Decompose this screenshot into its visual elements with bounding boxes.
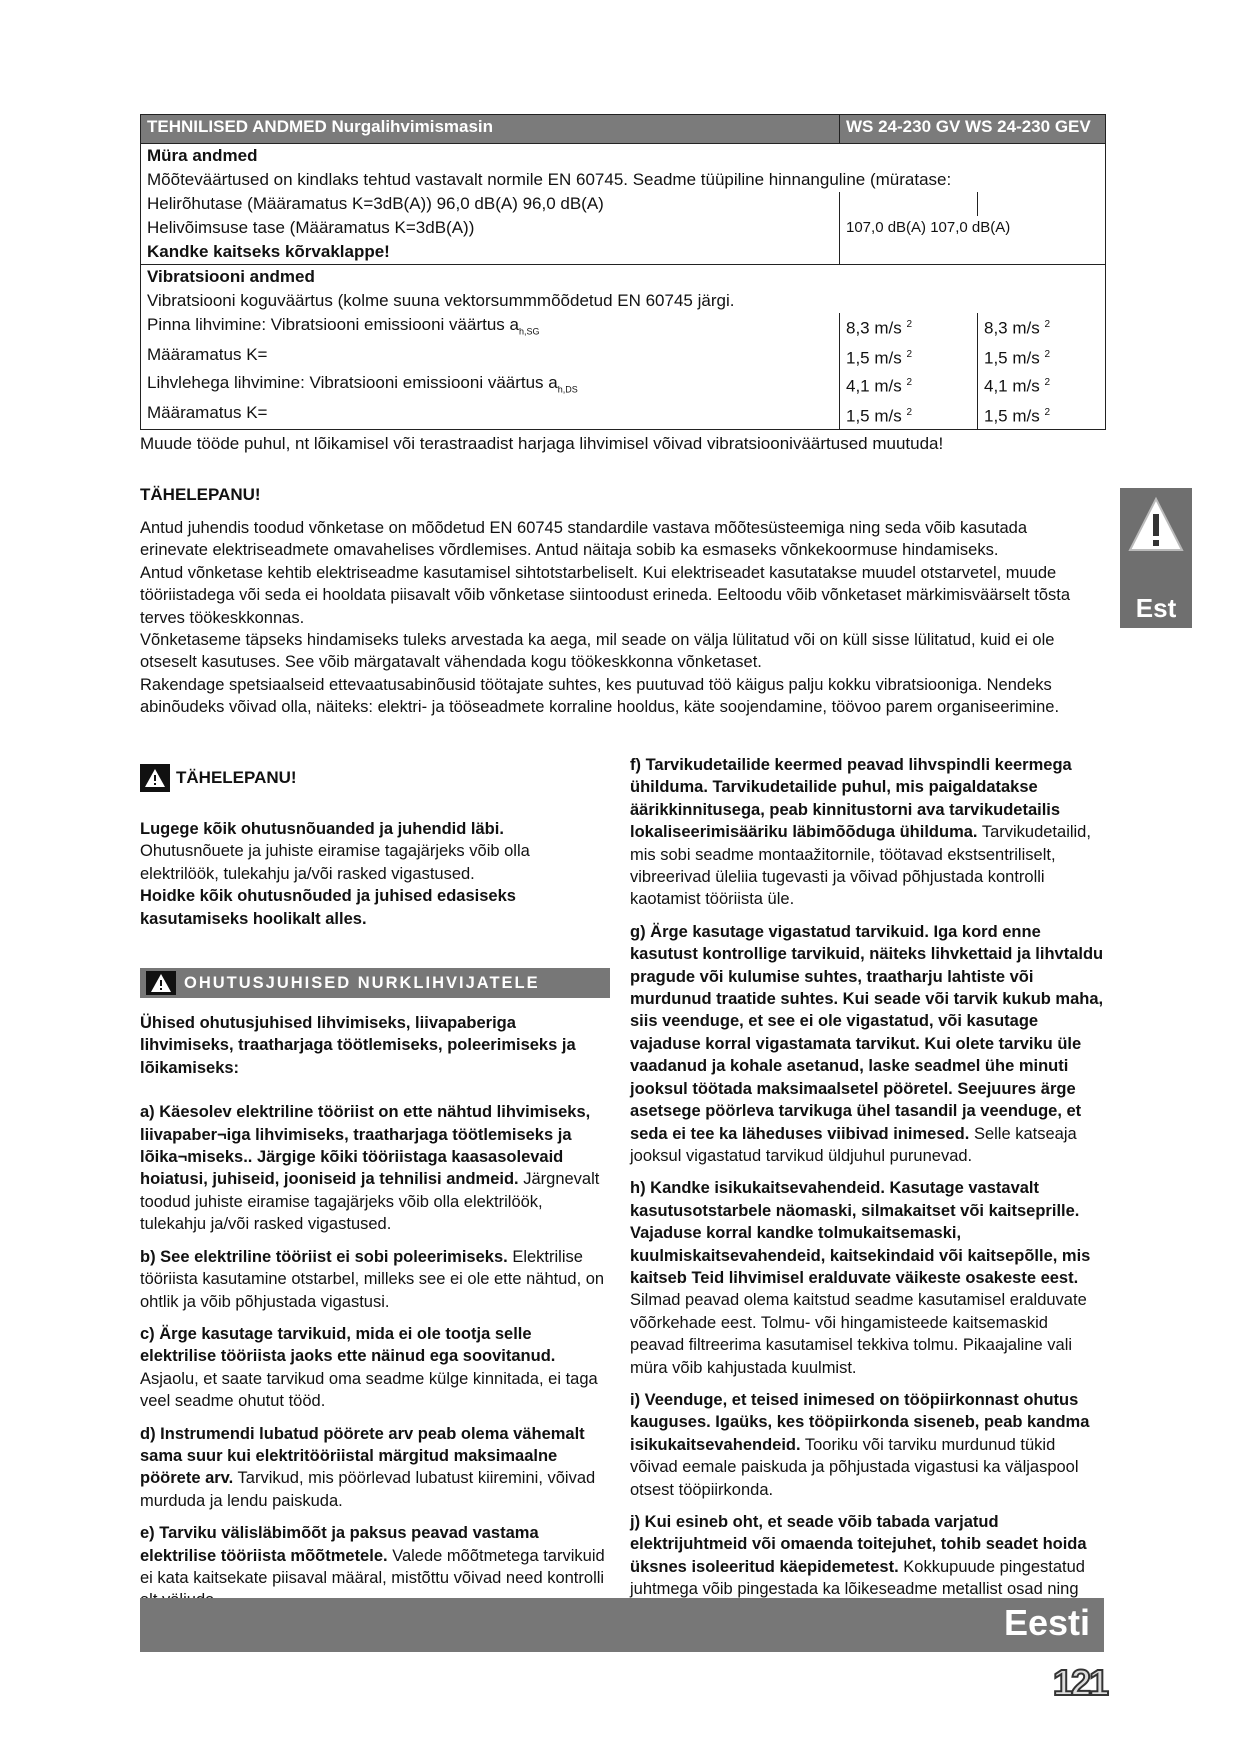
noise-title: Müra andmed	[147, 146, 258, 165]
vib-row-value2: 4,1 m/s $^2$	[978, 371, 1106, 401]
vibration-desc: Vibratsiooni koguväärtus (kolme suuna vektorsummmõõdetud EN 60745 järgi.	[147, 291, 735, 310]
safety-item: c) Ärge kasutage tarvikuid, mida ei ole tootja selle elektrilise tööriista jaoks ette näinud ega soovitanud. Asjaolu, et saate tarvikud oma seadme külge kinnitada, ei taga veel seadme ohutut tööd.	[140, 1324, 598, 1411]
vib-row-value1: 4,1 m/s $^2$	[840, 371, 978, 401]
vibration-note: Muude tööde puhul, nt lõikamisel või terastraadist harjaga lihvimisel võivad vibratsiooniväärtused muutuda!	[140, 434, 944, 453]
warning-heading: TÄHELEPANU!	[140, 764, 610, 792]
safety-item: b) See elektriline tööriist ei sobi poleerimiseks. Elektrilise tööriista kasutamine otstarbel, milleks see ei ole ette nähtud, on ohtlik ja võib põhjustada vigastusi.	[140, 1247, 605, 1311]
power-values: 107,0 dB(A) 107,0 dB(A)	[840, 216, 1106, 240]
vib-row-label: Pinna lihvimine: Vibratsiooni emissiooni väärtus $a_{h,SG}$	[147, 315, 540, 337]
vib-row-value1: 1,5 m/s $^2$	[840, 401, 978, 429]
vib-row-value1: 8,3 m/s $^2$	[840, 313, 978, 343]
safety-item: a) Käesolev elektriline tööriist on ette nähtud lihvimiseks, liivapaber¬iga lihvimiseks, traatharjaga töötlemiseks ja lõika¬miseks.. Järgige kõiki tööriistaga kaasasolevaid hoiatusi, juhiseid, jooniseid ja tehnilisi andmeid. Järgnevalt toodud juhiste eiramise tagajärjeks võib olla elektrilöök, tulekahju ja/või rasked vigastused.	[140, 1103, 600, 1234]
side-tab-label: Est	[1135, 593, 1177, 623]
page-number: 121	[1052, 1662, 1107, 1703]
model-header: WS 24-230 GV WS 24-230 GEV	[840, 115, 1106, 144]
footer-language-bar	[140, 1598, 1104, 1652]
pressure-row: Helirõhutase (Määramatus K=3dB(A)) 96,0 dB(A) 96,0 dB(A)	[147, 194, 604, 213]
footer-language: Eesti	[1003, 1602, 1090, 1643]
safety-item: j) Kui esineb oht, et seade võib tabada varjatud elektrijuhtmeid või omaenda toitejuhet, tohib seadet hoida üksnes isoleeritud käepidemetest. Kokkupuude pingestatud juhtmega võib pingestada ka lõikeseadme metallist osad ning	[630, 1513, 1087, 1599]
warning-icon	[140, 764, 170, 792]
safety-item: i) Veenduge, et teised inimesed on tööpiirkonnast ohutus kauguses. Igaüks, kes tööpiirkonda siseneb, peab kandma isikukaitsevahendeid. Tooriku või tarviku murdunud tükid võivad eemale paiskuda ja põhjustada vigastusi ka väljaspool otsest tööpiirkonda.	[630, 1390, 1090, 1499]
vib-row-label: Määramatus K=	[147, 403, 268, 423]
read-instructions: Lugege kõik ohutusnõuanded ja juhendid läbi.	[140, 820, 504, 838]
ear-protection: Kandke kaitseks kõrvaklappe!	[147, 242, 390, 261]
warning-icon	[146, 971, 176, 995]
safety-item: g) Ärge kasutage vigastatud tarvikuid. Iga kord enne kasutust kontrollige tarvikuid, näiteks lihvkettaid ja lihvtaldu pragude või kulumise suhtes, traatharju lahtiste või murdunud traatide suhtes. Kui seade või tarvik kukub maha, siis veenduge, et see ei ole vigastatud, või kasutage vajaduse korral vigastamata tarvikut. Kui olete tarviku üle vaadanud ja kohale asetanud, laske seadmel ühe minuti jooksul töötada maksimaalsetel pööretel. Seejuures ärge asetsege pöörleva tarvikuga ühel tasandil ja veenduge, et seda ei tee ka läheduses viibivad inimesed. Selle katseaja jooksul vigastatud tarvikud üldjuhul purunevad.	[630, 922, 1104, 1165]
safety-item: e) Tarviku välisläbimõõt ja paksus peavad vastama elektrilise tööriista mõõtmetele. Valede mõõtmetega tarvikuid ei kata kaitsekate piisaval määral, mistõttu võivad need kontrolli	[140, 1524, 605, 1587]
table-title: TEHNILISED ANDMED Nurgalihvimismasin	[141, 115, 840, 144]
vib-row-value1: 1,5 m/s $^2$	[840, 343, 978, 371]
vibration-title: Vibratsiooni andmed	[147, 267, 315, 286]
safety-item: d) Instrumendi lubatud pöörete arv peab olema vähemalt sama suur kui elektritööriistal märgitud maksimaalne pöörete arv. Tarvikud, mis pöörlevad lubatust kiiremini, võivad murduda ja lendu paiskuda.	[140, 1424, 596, 1510]
safety-section-bar: OHUTUSJUHISED NURKLIHVIJATELE	[140, 968, 610, 998]
right-column	[630, 754, 1106, 1633]
attention-heading: TÄHELEPANU!	[140, 485, 261, 504]
common-safety-heading: Ühised ohutusjuhised lihvimiseks, liivapaberiga lihvimiseks, traatharjaga töötlemiseks, poleerimiseks ja lõikamiseks:	[140, 1014, 576, 1077]
noise-desc: Mõõteväärtused on kindlaks tehtud vastavalt normile EN 60745. Seadme tüüpiline hinnanguline (müratase:	[147, 170, 952, 189]
vib-row-value2: 1,5 m/s $^2$	[978, 343, 1106, 371]
keep-instructions: Hoidke kõik ohutusnõuded ja juhised edasiseks kasutamiseks hoolikalt alles.	[140, 887, 516, 928]
safety-item: h) Kandke isikukaitsevahendeid. Kasutage vastavalt kasutusotstarbele näomaski, silmakaitset või kaitseprille. Vajaduse korral kandke tolmukaitsemaski, kuulmiskaitsevahendeid, kaitsekindaid või kaitsepõlle, mis kaitseb Teid lihvimisel eralduvate väikeste osakeste eest. Silmad peavad olema kaitstud seadme kasutamisel eralduvate võõrkehade eest. Tolmu- või hingamisteede kaitsemaskid peavad filtreerima kasutamisel tekkiva tolmu. Pikaajaline vali müra võib kahjustada kuulmist.	[630, 1179, 1091, 1377]
vib-row-value2: 1,5 m/s $^2$	[978, 401, 1106, 429]
vib-row-label: Lihvlehega lihvimine: Vibratsiooni emissiooni väärtus $a_{h,DS}$	[147, 373, 578, 395]
technical-data-table	[140, 114, 1106, 430]
attention-text: Antud juhendis toodud võnketase on mõõdetud EN 60745 standardile vastava mõõtesüsteemiga ning seda võib kasutada erinevate elektriseadmete omavahelises võrdlemises. Antud näitaja sobib ka esmaseks võnkekoormuse hindamiseks. Antud võnketase kehtib elektriseadme kasutamisel sihtotstarbeliselt. Kui elektriseadet kasutatakse muudel otstarvetel, muude tööriistadega või seda ei hooldata piisavalt võib võnketase siintoodust erineda. Eeltoodu võib võnketaset märkimisväärselt tõsta terves töökeskkonnas. Võnketaseme täpseks hindamiseks tuleks arvestada ka aega, mil seade on välja lülitatud või on küll sisse lülitatud, kuid ei ole otseselt kasutuses. See võib märgatavalt vähendada kogu töökeskkonna võnketaset. Rakendage spetsiaalseid ettevaatusabinõusid töötajate suhtes, kes puutuvad töö käigus palju kokku vibratsiooniga. Nendeks abinõudeks võivad olla, näiteks: elektri- ja tööseadmete korraline hooldus, käte soojendamine, töövoo parem organiseerimine.	[140, 519, 1071, 717]
language-side-tab	[1120, 488, 1192, 628]
vib-row-label: Määramatus K=	[147, 345, 268, 365]
power-row: Helivõimsuse tase (Määramatus K=3dB(A))	[147, 218, 475, 237]
warning-triangle-icon	[1128, 496, 1184, 554]
left-column: TÄHELEPANU! Lugege kõik ohutusnõuanded ja juhendid läbi. Ohutusnõuete ja juhiste eiramise tagajärjeks võib olla elektrilöök, tulekahju ja/või rasked vigastused. Hoidke kõik ohutusnõuded ja juhised edasiseks kasutamiseks hoolikalt alles. OHUTUSJUHISED NURKLIHVIJATELE Ühised ohutusjuhised lihvimiseks, liivapaberiga lihvimiseks, traatharjaga töötlemiseks, poleerimiseks ja lõikamiseks: a) Käesolev elektriline tööriist on ette nähtud lihvimiseks, liivapaber¬iga lihvimiseks, traatharjaga töötlemiseks ja lõika¬miseks.. Järgige kõiki tööriistaga kaasasolevaid hoiatusi, juhiseid, jooniseid ja tehnilisi andmeid. Järgnevalt toodud juhiste eiramise tagajärjeks võib olla elektrilöök, tulekahju ja/või rasked vigastused. b) See elektriline tööriist ei sobi poleerimiseks. Elektrilise tööriista kasutamine otstarbel, milleks see ei ole ette nähtud, on ohtlik ja võib põhjustada vigastusi. c) Ärge kasutage tarvikuid, mida ei ole tootja selle elektrilise tööriista jaoks ette näinud ega soovitanud. Asjaolu, et saate tarvikud oma seadme külge kinnitada, ei taga veel seadme ohutut tööd. d) Instrumendi lubatud pöörete arv peab olema vähemalt sama suur kui elektritööriistal märgitud maksimaalne pöörete arv. Tarvikud, mis pöörlevad lubatust kiiremini, võivad murduda ja lendu paiskuda. e) Tarviku välisläbimõõt ja paksus peavad vastama elektrilise tööriista mõõtmetele. Valede mõõtmetega tarvikuid ei kata kaitsekate piisaval määral, mistõttu võivad need kontrolli	[140, 764, 610, 1622]
vib-row-value2: 8,3 m/s $^2$	[978, 313, 1106, 343]
safety-item: f) Tarvikudetailide keermed peavad lihvspindli keermega ühilduma. Tarvikudetailide puhul, mis paigaldatakse äärikkinnitusega, peab kinnitustorni ava tarvikudetailis lokaliseerimisääriku läbimõõduga ühilduma. Tarvikudetailid, mis sobi seadme montaažitornile, töötavad ekstsentriliselt, vibreerivad üleliia tugevasti ja võivad põhjustada kontrolli kaotamist tööriista üle.	[630, 756, 1091, 909]
